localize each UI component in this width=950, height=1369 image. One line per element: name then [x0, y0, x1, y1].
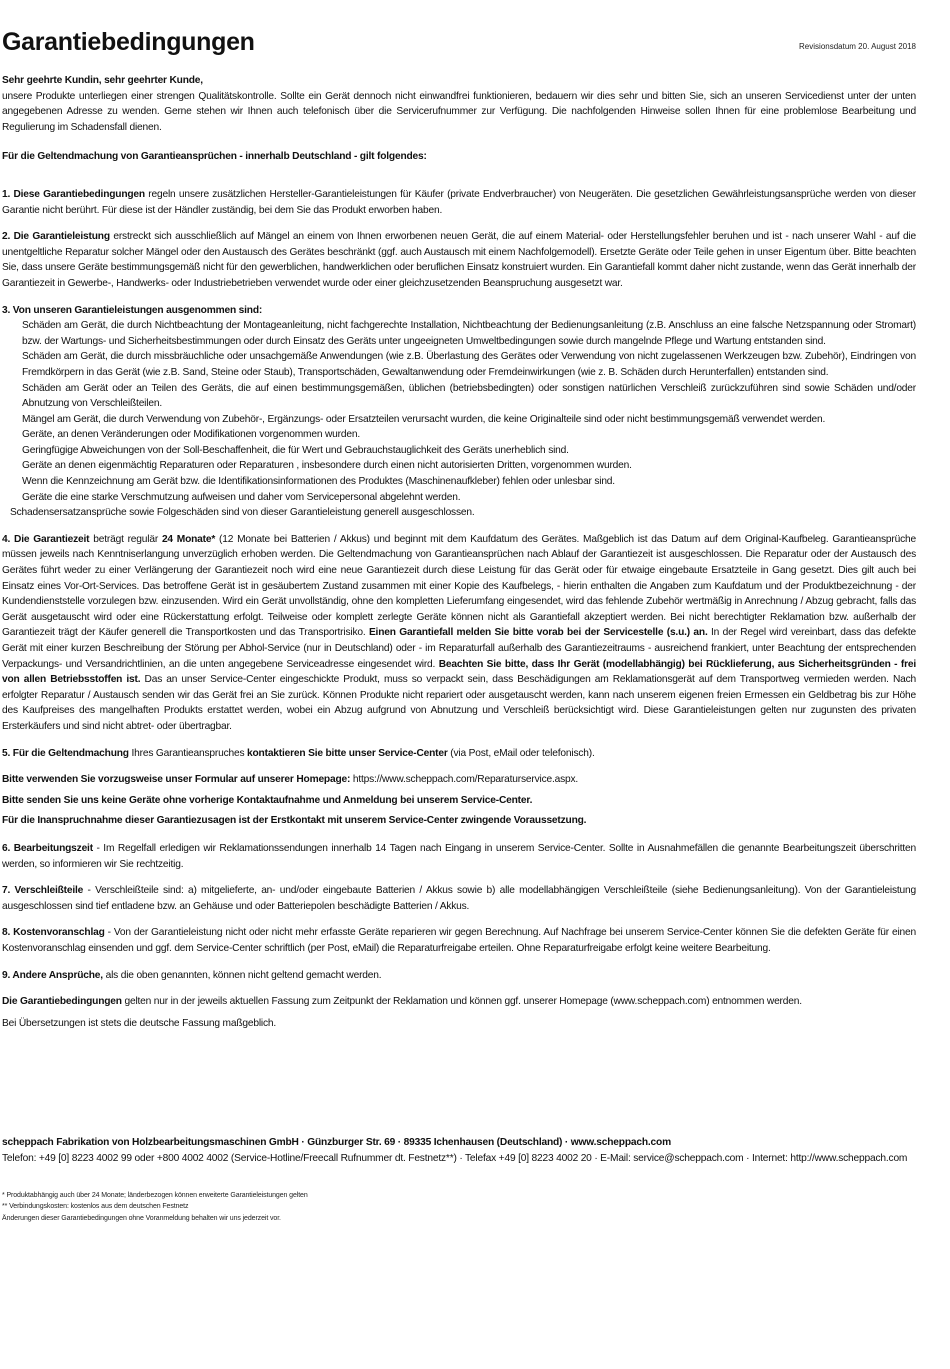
section-8 [2, 925, 916, 956]
exclusion-item: Geräte an denen eigenmächtig Reparaturen oder Reparaturen , insbesondere durch einen nicht autorisierten Dritten, vorgenommen wurden. [22, 460, 632, 472]
translation-notice [2, 1016, 916, 1032]
section-1-text: regeln unsere zusätzlichen Hersteller-Garantieleistungen für Käufer (private Endverbraucher) von Neugeräten. Die gesetzlichen Gewährleistungsansprüche werden von dieser Garantie nicht berührt. Für diese ist der Händler zuständig, bei dem Sie das Produkt erworben haben. [2, 188, 916, 216]
section-6-text: - Im Regelfall erledigen wir Reklamationssendungen innerhalb 14 Tagen nach Eingang in unserem Service-Center. Sollte in Ausnahmefällen die genannte Bearbeitungszeit überschritten werden, so informieren wir Sie rechtzeitig. [2, 842, 916, 870]
company-info [2, 1135, 922, 1167]
scope-heading [2, 149, 916, 165]
intro-text: unsere Produkte unterliegen einer strengen Qualitätskontrolle. Sollte ein Gerät dennoch nicht einwandfrei funktionieren, bedauern wir dies sehr und bitten Sie, sich an unseren Servicedienst unter der unten angegebenen Adresse zu wenden. Gerne stehen wir Ihnen auch telefonisch über die Servicerufnummer zur Verfügung. Die nachfolgenden Hinweise sollen Ihnen für eine problemlose Bearbeitung und Regulierung im Schadensfall dienen. [2, 90, 916, 133]
footnote: * Produktabhängig auch über 24 Monate; länderbezogen können erweiterte Garantieleistungen gelten [2, 1192, 308, 1199]
section-3 [2, 303, 916, 521]
scope-text: Für die Geltendmachung von Garantieansprüchen - innerhalb Deutschland - gilt folgendes: [2, 151, 427, 163]
repair-service-link[interactable]: https://www.scheppach.com/Reparaturservice.aspx. [350, 774, 579, 786]
section-9 [2, 968, 916, 984]
section-4-text: Das an unser Service-Center eingeschickte Produkt, muss so verpackt sein, dass Beschädigungen am Reklamationsgerät auf dem Transportweg vermieden werden. Nach erfolgter Reparatur / Austausch senden wir das Gerät frei an Sie zurück. Können Produkte nicht repariert oder ausgetauscht werden, kann nach unserem eigenen freien Ermessen ein Geldbetrag bis zur Höhe des Kaufpreises des mangelhaften Produkts erstattet werden, wobei ein Abzug aufgrund von Abnutzung und Verschleiß berücksichtigt wird. Diese Garantieleistungen gelten nur zugunsten des privaten Ersterkäufers und sind nicht abtret- oder übertragbar. [2, 674, 917, 732]
section-7-text: - Verschleißteile sind: a) mitgelieferte, an- und/oder eingebaute Batterien / Akkus sowie b) alle modellabhängigen Verschleißteile (siehe Bedienungsanleitung). Von der Garantieleistung ausgeschlossen sind tief entladene bzw. an Gehäuse und oder Batteriepolen beschädigte Batterien / Akkus. [2, 885, 916, 912]
section-9-heading: 9. Andere Ansprüche, [2, 969, 103, 981]
section-3-heading: 3. Von unseren Garantieleistungen ausgenommen sind: [2, 304, 263, 316]
exclusion-item: Mängel am Gerät, die durch Verwendung von Zubehör-, Ergänzungs- oder Ersatzteilen verursacht wurden, die keine Originalteile sind oder nicht bestimmungsgemäß verwendet werden. [22, 413, 826, 425]
footnote: ** Verbindungskosten: kostenlos aus dem deutschen Festnetz [2, 1203, 189, 1211]
no-shipment-notice [2, 793, 916, 809]
section-9-text: als die oben genannten, können nicht geltend gemacht werden. [102, 969, 382, 981]
document-body [2, 73, 916, 1042]
first-contact-notice [2, 813, 916, 829]
exclusion-summary: Schadensersatzansprüche sowie Folgeschäden sind von dieser Garantieleistung generell ausgeschlossen. [10, 507, 475, 519]
section-6-heading: 6. Bearbeitungszeit [2, 842, 93, 854]
section-7 [2, 883, 916, 914]
company-contact: Telefon: +49 [0] 8223 4002 99 oder +800 4002 4002 (Service-Hotline/Freecall Rufnummer dt. Festnetz**) · Telefax +49 [0] 8223 4002 20 · E-Mail: service@scheppach.com · Internet: http://www.scheppach.com [2, 1153, 908, 1164]
section-5-text: (via Post, eMail oder telefonisch). [447, 747, 595, 759]
section-4-notice: Beachten Sie bitte, dass Ihr Gerät (modellabhängig) bei Rücklieferung, aus Sicherheitsgründen - frei von allen Betriebsstoffen ist. [2, 658, 916, 686]
section-4-heading: 4. Die Garantiezeit [2, 533, 90, 545]
section-4-text: (12 Monate bei Batterien / Akkus) und beginnt mit dem Kaufdatum des Gerätes. Maßgeblich ist das Datum auf dem Original-Kaufbeleg. Garantieansprüche müssen jeweils nach Kenntniserlangung unverzüglich erhoben werden. Die Geltendmachung von Garantieansprüchen nach Ablauf der Garantiezeit ist ausgeschlossen. Die Reparatur oder der Austausch des Gerätes führt weder zu einer Verlängerung der Garantiezeit noch wird eine neue Garantiezeit durch diese Leistung für das Gerät oder für etwaige eingebaute Ersatzteile in Gang gesetzt. Dies gilt auch bei Einsatz eines Vor-Ort-Services. Das betroffene Gerät ist in gesäubertem Zustand zusammen mit einer Kopie des Kaufbelegs, - hierin enthalten die Angaben zum Kaufdatum und der Produktbezeichnung - der Kundendienststelle vorzulegen bzw. einzusenden. Wird ein Gerät unvollständig, ohne den kompletten Lieferumfang eingesendet, wird das fehlende Zubehör wertmäßig in Anrechnung / Abzug gebracht, falls das Gerät ausgetauscht wird oder eine Rückerstattung erfolgt. Teilweise oder komplett zerlegte Geräte können nicht als Garantiefall akzeptiert werden. Bei nicht berechtigter Reklamation bzw. außerhalb der Garantiezeit trägt der Käufer generell die Transportkosten und das Transportrisiko. [2, 533, 916, 639]
section-4-text: In der Regel wird vereinbart, dass das defekte Gerät mit einer kurzen Beschreibung der Störung per Abhol-Service (nur in Deutschland) oder - im Reparaturfall außerhalb des Garantiezeitraums - ausreichend frankiert, unter Beachtung der entsprechenden Verpackungs- und Versandrichtlinien, an die unten angegebene Serviceadresse eingesendet wird. [2, 627, 916, 670]
footnotes [2, 1190, 308, 1224]
intro-paragraph [2, 73, 916, 135]
section-6 [2, 841, 916, 872]
revision-date: Revisionsdatum 20. August 2018 [799, 42, 916, 51]
warranty-duration: 24 Monate* [161, 533, 216, 545]
section-4 [2, 532, 916, 735]
section-5-contact: kontaktieren Sie bitte unser Service-Center [247, 747, 448, 759]
closing-text: gelten nur in der jeweils aktuellen Fassung zum Zeitpunkt der Reklamation und können ggf. unserer Homepage (www.scheppach.com) entnommen werden. [121, 996, 802, 1008]
exclusion-item: Schäden am Gerät, die durch missbräuchliche oder unsachgemäße Anwendungen (wie z.B. Überlastung des Gerätes oder Verwendung von nicht zugelassenen Werkzeugen bzw. Zubehör), Eindringen von Fremdkörpern in das Gerät (wie z.B. Sand, Steine oder Staub), Transportschäden, Gewaltanwendung oder Fremdeinwirkungen (wie z. B. Schäden durch Herunterfallen) entstanden sind. [22, 351, 916, 378]
section-5-heading: 5. Für die Geltendmachung [2, 747, 129, 759]
company-address: scheppach Fabrikation von Holzbearbeitungsmaschinen GmbH · Günzburger Str. 69 · 89335 Ichenhausen (Deutschland) · www.scheppach.com [2, 1137, 671, 1148]
section-2-text: erstreckt sich ausschließlich auf Mängel an einem von Ihnen erworbenen neuen Gerät, die auf einem Material- oder Herstellungsfehler beruhen und ist - nach unserer Wahl - auf die unentgeltliche Reparatur solcher Mängel oder den Austausch des Gerätes beschränkt (ggf. auch Austausch mit einem Nachfolgemodell). Ersetzte Geräte oder Teile gehen in unser Eigentum über. Bitte beachten Sie, dass unsere Geräte bestimmungsgemäß nicht für den gewerblichen, handwerklichen oder beruflichen Einsatz konstruiert wurden. Ein Garantiefall kommt daher nicht zustande, wenn das Gerät innerhalb der Garantiezeit in Gewerbe-, Handwerks- oder Industriebetrieben verwendet wurde oder einer gleichzusetzenden Beanspruchung ausgesetzt war. [2, 231, 916, 289]
section-2-heading: 2. Die Garantieleistung [2, 231, 110, 243]
exclusion-list [2, 318, 916, 521]
closing-heading: Die Garantiebedingungen [2, 996, 122, 1008]
exclusion-item: Geringfügige Abweichungen von der Soll-Beschaffenheit, die für Wert und Gebrauchstauglichkeit des Geräts unerheblich sind. [22, 444, 569, 456]
section-8-heading: 8. Kostenvoranschlag [2, 927, 105, 939]
section-1-heading: 1. Diese Garantiebedingungen [2, 188, 145, 200]
exclusion-item: Wenn die Kennzeichnung am Gerät bzw. die Identifikationsinformationen des Produktes (Maschinenaufkleber) fehlen oder unlesbar sind. [22, 476, 615, 488]
section-8-text: - Von der Garantieleistung nicht oder nicht mehr erfasste Geräte reparieren wir gegen Berechnung. Auf Nachfrage bei unserem Service-Center können Sie die defekten Geräte für einen Kostenvoranschlag einsenden und ggf. dem Service-Center schriftlich (per Post, eMail) die Reparaturfreigabe erteilen. Ohne Reparaturfreigabe erfolgt keine weitere Bearbeitung. [2, 927, 916, 954]
section-4-text: beträgt regulär [89, 533, 162, 545]
page-title: Garantiebedingungen [2, 28, 255, 56]
exclusion-item: Schäden am Gerät, die durch Nichtbeachtung der Montageanleitung, nicht fachgerechte Installation, Nichtbeachtung der Bedienungsanleitung (z.B. Anschluss an eine falsche Netzspannung oder Stromart) bzw. der Wartungs- und Sicherheitsbestimmungen oder durch Einsatz des Geräts unter ungeeigneten Umweltbedingungen sowie durch mangelnde Pflege und Wartung entstanden sind. [22, 320, 916, 347]
section-5 [2, 746, 916, 762]
form-line [2, 772, 916, 788]
form-line-label: Bitte verwenden Sie vorzugsweise unser Formular auf unserer Homepage: [2, 774, 351, 786]
section-2 [2, 229, 916, 291]
section-4-notice: Einen Garantiefall melden Sie bitte vorab bei der Servicestelle (s.u.) an. [368, 627, 708, 639]
exclusion-item: Geräte die eine starke Verschmutzung aufweisen und daher vom Servicepersonal abgelehnt werden. [22, 491, 461, 503]
translation-text: Bei Übersetzungen ist stets die deutsche Fassung maßgeblich. [2, 1017, 277, 1029]
footnote: Änderungen dieser Garantiebedingungen ohne Voranmeldung behalten wir uns jederzeit vor. [2, 1214, 281, 1222]
greeting: Sehr geehrte Kundin, sehr geehrter Kunde, [2, 75, 203, 86]
no-shipment-text: Bitte senden Sie uns keine Geräte ohne vorherige Kontaktaufnahme und Anmeldung bei unserem Service-Center. [2, 794, 533, 806]
section-5-text: Ihres Garantieanspruches [128, 747, 248, 759]
section-7-heading: 7. Verschleißteile [2, 885, 84, 897]
first-contact-text: Für die Inanspruchnahme dieser Garantiezusagen ist der Erstkontakt mit unserem Service-Center zwingende Voraussetzung. [2, 815, 587, 827]
exclusion-item: Schäden am Gerät oder an Teilen des Geräts, die auf einen bestimmungsgemäßen, üblichen (betriebsbedingten) oder sonstigen natürlichen Verschleiß zurückzuführen sind sowie Schäden und/oder Abnutzung von Verschleißteilen. [22, 382, 916, 410]
section-1 [2, 187, 916, 218]
closing-paragraph [2, 994, 916, 1010]
exclusion-item: Geräte, an denen Veränderungen oder Modifikationen vorgenommen wurden. [22, 429, 360, 441]
